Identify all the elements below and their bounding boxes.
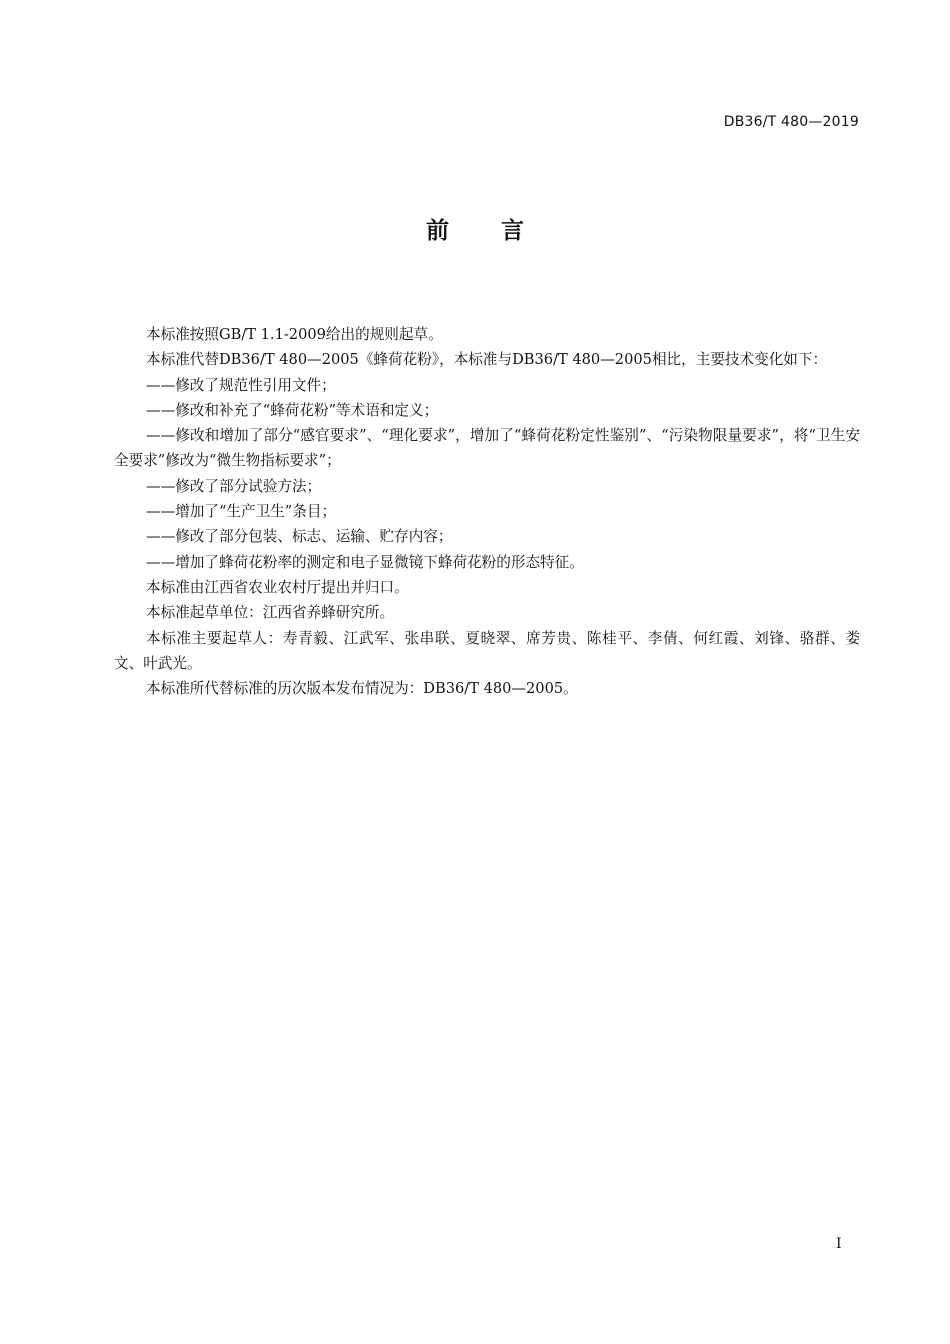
- paragraph-replacement: 本标准代替DB36/T 480—2005《蜂荷花粉》，本标准与DB36/T 480—2005相比，主要技术变化如下：: [146, 351, 828, 369]
- standard-code: DB36/T 480—2019: [723, 114, 859, 130]
- change-item: ——修改了部分包装、标志、运输、贮存内容；: [146, 528, 453, 546]
- paragraph-drafters: 本标准主要起草人：寿青毅、江武军、张串联、夏晓翠、席芳贵、陈桂平、李倩、何红霞、刘锋、骆群、娄文、叶武光。: [114, 629, 860, 672]
- change-item: ——修改了部分试验方法；: [146, 477, 322, 495]
- change-item: ——增加了蜂荷花粉率的测定和电子显微镜下蜂荷花粉的形态特征。: [146, 553, 584, 571]
- paragraph-drafting-unit: 本标准起草单位：江西省养蜂研究所。: [146, 604, 395, 622]
- page-number: I: [836, 1236, 842, 1252]
- paragraph-drafting-rule: 本标准按照GB/T 1.1-2009给出的规则起草。: [146, 326, 443, 343]
- change-item: ——增加了“生产卫生”条目；: [146, 503, 337, 521]
- paragraph-proposer: 本标准由江西省农业农村厅提出并归口。: [146, 578, 409, 596]
- paragraph-version-history: 本标准所代替标准的历次版本发布情况为：DB36/T 480—2005。: [146, 680, 578, 698]
- foreword-body: [114, 322, 860, 701]
- change-item: ——修改和补充了“蜂荷花粉”等术语和定义；: [146, 401, 439, 419]
- change-item: ——修改和增加了部分“感官要求”、“理化要求”，增加了“蜂荷花粉定性鉴别”、“污染物限量要求”，将“卫生安全要求”修改为“微生物指标要求”；: [114, 427, 860, 470]
- page-title: 前 言: [425, 218, 546, 244]
- change-item: ——修改了规范性引用文件；: [146, 376, 336, 394]
